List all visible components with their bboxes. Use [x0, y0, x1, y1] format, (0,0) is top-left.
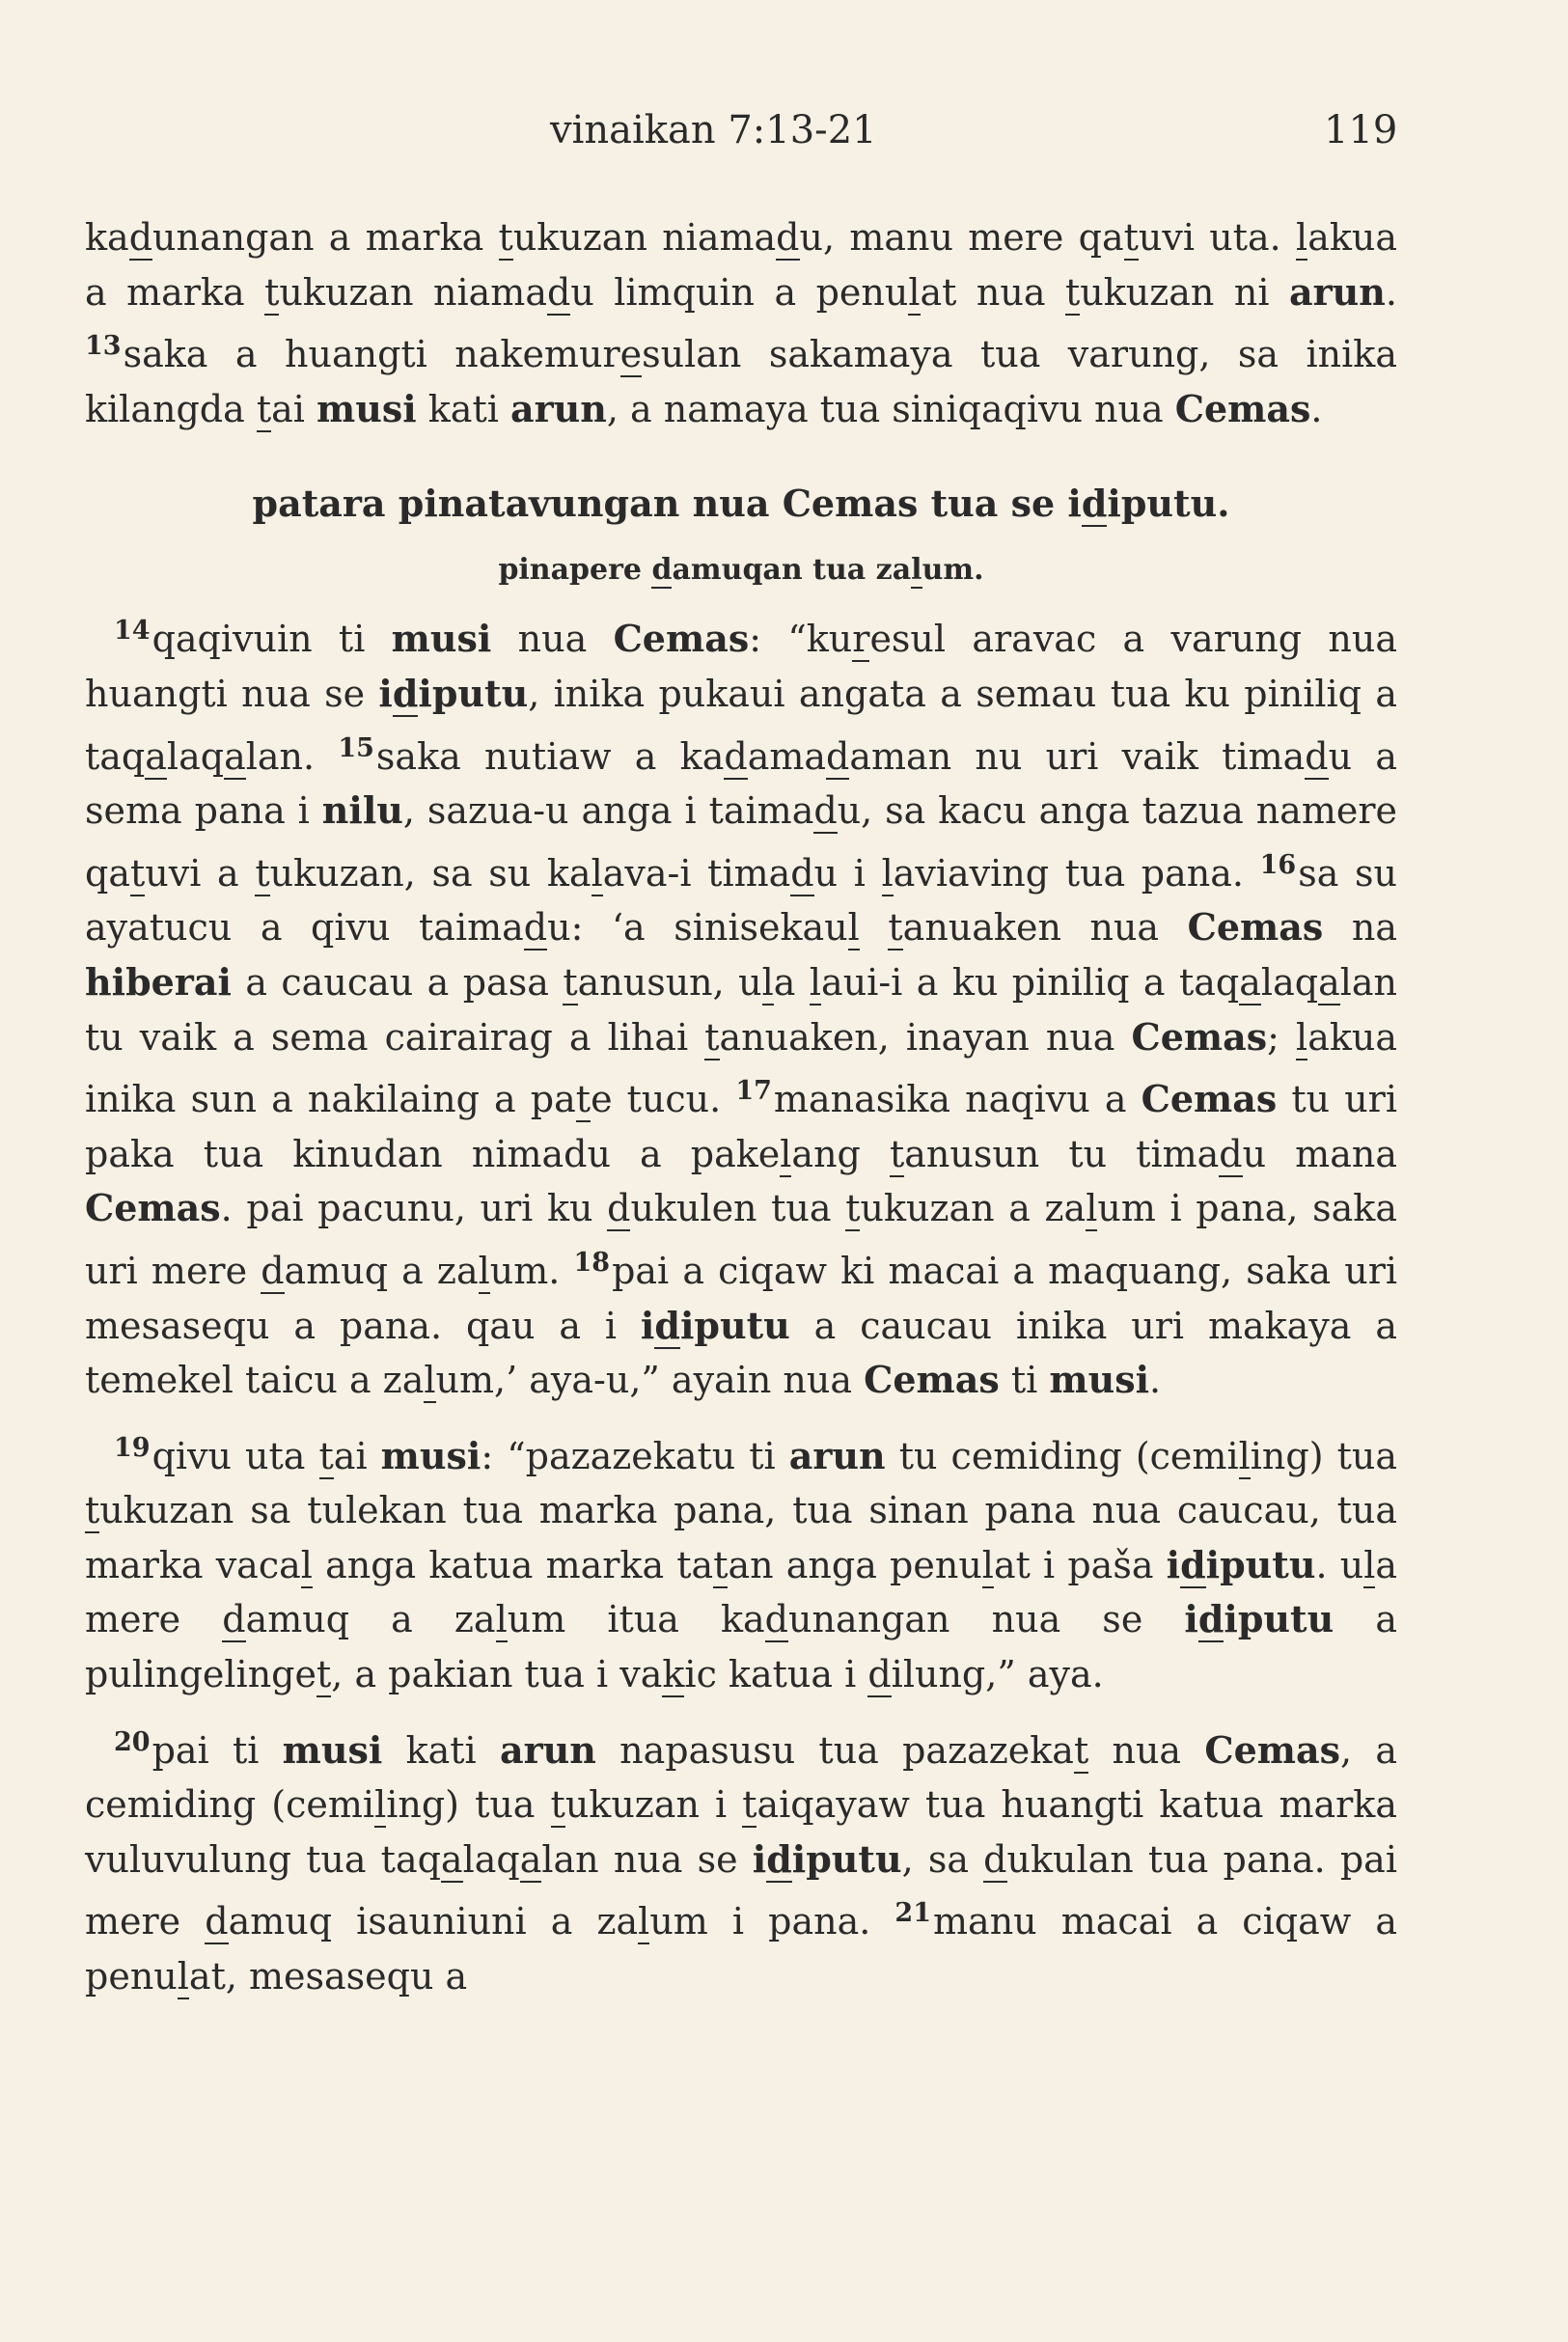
paragraph: $^{19}$qivu uta tai musi: “pazazekatu ti arun tu cemiding (cemiling) tua tukuzan sa tulekan tua marka pana, tua sinan pana nua caucau, tua marka vacal anga katua marka tatan anga penulat i paša idiputu. ula mere damuq a zalum itua kadunangan nua se idiputu a pulingelinget, a pakian tua i vakic katua i dilung,” aya. [85, 1432, 1398, 1696]
chapter-reference: vinaikan 7:13-21 [550, 108, 877, 152]
paragraph: $^{14}$qaqivuin ti musi nua Cemas: “kuresul aravac a varung nua huangti nua se idiputu, inika pukaui angata a semau tua ku piniliq a taqalaqalan. $^{15}$saka nutiaw a kadamadaman nu uri vaik timadu a sema pana i nilu, sazua-u anga i taimadu, sa kacu anga tazua namere qatuvi a tukuzan, sa su kalava-i timadu i laviaving tua pana. $^{16}$sa su ayatucu a qivu taimadu: ‘a sinisekaul tanuaken nua Cemas na hiberai a caucau a pasa tanusun, ula laui-i a ku piniliq a taqalaqalan tu vaik a sema cairairag a lihai tanuaken, inayan nua Cemas; lakua inika sun a nakilaing a pate tucu. $^{17}$manasika naqivu a Cemas tu uri paka tua kinudan nimadu a pakelang tanusun tu timadu mana Cemas. pai pacunu, uri ku dukulen tua tukuzan a zalum i pana, saka uri mere damuq a zalum. $^{18}$pai a ciqaw ki macai a maquang, saka uri mesasequ a pana. qau a i idiputu a caucau inika uri makaya a temekel taicu a zalum,’ aya-u,” ayain nua Cemas ti musi. [85, 616, 1398, 1402]
running-head [0, 108, 1568, 166]
section-heading: patara pinatavungan nua Cemas tua se idiputu. [252, 482, 1230, 526]
paragraph: $^{20}$pai ti musi kati arun napasusu tua pazazekat nua Cemas, a cemiding (cemiling) tua tukuzan i taiqayaw tua huangti katua marka vuluvulung tua taqalaqalan nua se idiputu, sa dukulan tua pana. pai mere damuq isauniuni a zalum i pana. $^{21}$manu macai a ciqaw a penulat, mesasequ a [85, 1726, 1397, 1998]
page-number: 119 [1324, 108, 1398, 152]
page-body [85, 210, 1397, 2004]
paragraph: kadunangan a marka tukuzan niamadu, manu mere qatuvi uta. lakua a marka tukuzan niamadu limquin a penulat nua tukuzan ni arun. $^{13}$saka a huangti nakemuresulan sakamaya tua varung, sa inika kilangda tai musi kati arun, a namaya tua siniqaqivu nua Cemas. [85, 216, 1397, 430]
section-subheading: pinapere damuqan tua zalum. [498, 553, 984, 588]
